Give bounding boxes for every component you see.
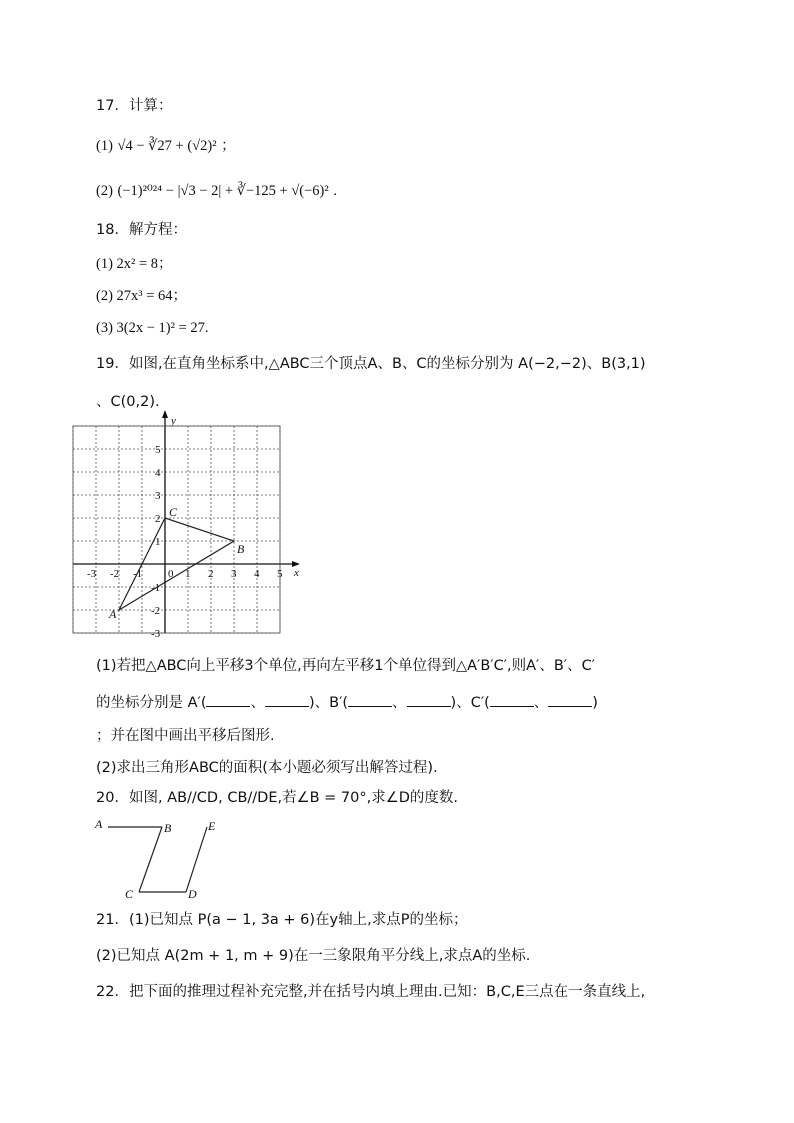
c-prime-x-blank[interactable]	[490, 692, 534, 707]
q19-sub1-line2	[96, 692, 598, 713]
q18-part2: (2) 27x³ = 64；	[96, 288, 188, 304]
q19-coordinate-graph	[87, 415, 318, 640]
y-tick-label: 3	[155, 490, 161, 502]
x-tick-label: -2	[110, 568, 120, 580]
point-label-c: C	[169, 505, 178, 519]
b-prime-y-blank[interactable]	[407, 692, 451, 707]
label-d: D	[188, 887, 197, 901]
x-tick-label: 1	[185, 568, 191, 580]
label-a: A	[95, 817, 103, 831]
point-label-a: A	[109, 607, 117, 621]
q19-sub1-line1: (1)若把△ABC向上平移3个单位,再向左平移1个单位得到△A′B′C′,则A′、B′、C′	[96, 658, 595, 674]
q17-part2	[96, 181, 337, 201]
x-tick-label: -3	[87, 568, 97, 580]
q18-title: 18．解方程：	[96, 222, 187, 238]
x-tick-label: 5	[277, 568, 283, 580]
q17-part1-end: ；	[221, 138, 236, 154]
c-prime-separator: 、	[533, 695, 549, 711]
label-c: C	[125, 887, 134, 901]
grid-border	[73, 426, 280, 633]
x-tick-label: 4	[254, 568, 260, 580]
a-prime-y-blank[interactable]	[265, 692, 309, 707]
q19-line2: 、C(0,2).	[96, 394, 160, 410]
y-tick-label: -3	[151, 628, 161, 640]
c-prime-y-blank[interactable]	[548, 692, 592, 707]
q17-part1-label: (1)	[96, 138, 113, 154]
q21-line1: 21．(1)已知点 P(a − 1, 3a + 6)在y轴上,求点P的坐标；	[96, 912, 468, 928]
x-tick-label: 3	[231, 568, 237, 580]
y-axis-label: y	[171, 415, 176, 427]
q19-sub1-line3: ；并在图中画出平移后图形.	[96, 728, 275, 744]
y-tick-label: 1	[155, 536, 161, 548]
b-prime-x-blank[interactable]	[348, 692, 392, 707]
y-tick-label: 5	[155, 444, 161, 456]
q18-part1: (1) 2x² = 8；	[96, 256, 173, 272]
y-tick-label: -2	[151, 605, 161, 617]
y-tick-label: 4	[155, 467, 161, 479]
q20-figure	[92, 814, 232, 904]
q17-part1-expression: √4 − ∛27 + (√2)²	[117, 138, 217, 154]
q17-part2-expression: (−1)²⁰²⁴ − |√3 − 2| + ∛−125 + √(−6)²	[117, 183, 329, 199]
x-axis-label: x	[294, 567, 299, 579]
y-axis-arrow	[162, 410, 168, 418]
y-tick-label: -1	[151, 582, 161, 594]
a-prime-separator: 、	[250, 695, 265, 711]
q22-line1: 22．把下面的推理过程补充完整,并在括号内填上理由.已知：B,C,E三点在一条直线上,	[96, 984, 646, 1000]
q17-part2-label: (2)	[96, 183, 113, 199]
c-prime-prefix: )、C′(	[450, 695, 490, 711]
q19-grid	[73, 426, 280, 633]
segment-de	[186, 827, 207, 892]
a-prime-x-blank[interactable]	[206, 692, 250, 707]
q21-line2: (2)已知点 A(2m + 1, m + 9)在一三象限角平分线上,求点A的坐标.	[96, 948, 531, 964]
x-tick-label: -1	[133, 568, 143, 580]
x-tick-label: 0	[168, 568, 174, 580]
b-prime-separator: 、	[392, 695, 407, 711]
label-b: B	[164, 821, 172, 835]
q17-title: 17．计算：	[96, 98, 173, 114]
q17-part1	[96, 136, 236, 156]
q18-part3: (3) 3(2x − 1)² = 27.	[96, 320, 209, 336]
q19-sub1-a-prefix: 的坐标分别是 A′(	[96, 695, 207, 711]
q20-text: 20．如图, AB//CD, CB//DE,若∠B = 70°,求∠D的度数.	[96, 790, 458, 806]
q19-sub2: (2)求出三角形ABC的面积(本小题必须写出解答过程).	[96, 760, 438, 776]
y-tick-label: 2	[155, 513, 161, 525]
q19-axes	[73, 410, 300, 633]
point-label-b: B	[237, 542, 245, 556]
q17-part2-end: .	[333, 183, 337, 199]
b-prime-prefix: )、B′(	[308, 695, 349, 711]
segment-bc	[139, 827, 162, 892]
x-tick-label: 2	[208, 568, 214, 580]
c-prime-suffix: )	[592, 695, 598, 711]
q19-line1: 19．如图,在直角坐标系中,△ABC三个顶点A、B、C的坐标分别为 A(−2,−2)、B(3,1)	[96, 356, 646, 372]
label-e: E	[208, 819, 216, 833]
